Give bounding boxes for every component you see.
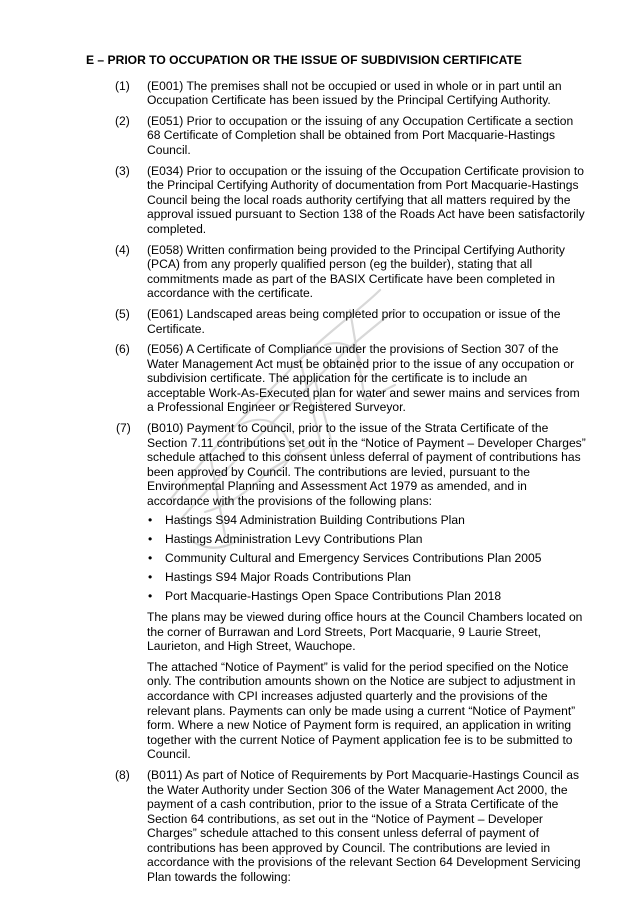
condition-item [86, 342, 586, 415]
condition-text: (E058) Written confirmation being provided to the Principal Certifying Authority (PCA) from any properly qualified person (eg the builder), stating that all commitments made as part of the BASIX Certificate have been completed in accordance with the certificate. [147, 242, 565, 301]
condition-text: (E056) A Certificate of Compliance under the provisions of Section 307 of the Water Management Act must be obtained prior to the issue of any occupation or subdivision certificate. The application for the certificate is to include an acceptable Work-As-Executed plan for water and sewer mains and services from a Professional Engineer or Registered Surveyor. [147, 342, 580, 415]
plan-name: Port Macquarie-Hastings Open Space Contributions Plan 2018 [165, 589, 502, 604]
condition-number: (1) [115, 78, 130, 93]
condition-item [86, 307, 586, 336]
plans-viewing-paragraph: The plans may be viewed during office hours at the Council Chambers located on the corner of Burrawan and Lord Streets, Port Macquarie, 9 Laurie Street, Laurieton, and High Street, Wauchope. [147, 609, 583, 654]
bullet-icon: • [148, 512, 153, 527]
plan-name: Community Cultural and Emergency Services Contributions Plan 2005 [165, 551, 542, 565]
conditions-list [86, 79, 586, 885]
condition-text: (B011) As part of Notice of Requirements by Port Macquarie-Hastings Council as the Water Authority under Section 306 of the Water Management Act 2000, the payment of a cash contribution, prior to the issue of a Strata Certificate of the Section 64 contributions, as set out in the “Notice of Payment – Developer Charges” schedule attached to this consent unless deferral of payment of contributions has been approved by Council. The contributions are levied in accordance with the provisions of the relevant Section 64 Development Servicing Plan towards the following: [147, 767, 581, 885]
list-item [147, 513, 586, 528]
plan-name: Hastings Administration Levy Contributions Plan [165, 531, 423, 546]
condition-text: (B010) Payment to Council, prior to the issue of the Strata Certificate of the Section 7.11 contributions set out in the “Notice of Payment – Developer Charges” schedule attached to this consent unless deferral of payment of contributions has been approved by Council. The contributions are levied, pursuant to the Environmental Planning and Assessment Act 1979 as amended, and in accordance with the provisions of the following plans: [147, 421, 586, 509]
section-heading: E – PRIOR TO OCCUPATION OR THE ISSUE OF SUBDIVISION CERTIFICATE [86, 53, 522, 67]
condition-text: (E034) Prior to occupation or the issuing of the Occupation Certificate provision to the Principal Certifying Authority of documentation from Port Macquarie-Hastings Council being the local roads authority certifying that all matters required by the approval issued pursuant to Section 138 of the Roads Act have been satisfactorily completed. [147, 163, 585, 236]
condition-number: (6) [115, 342, 130, 357]
condition-text: (E051) Prior to occupation or the issuing of any Occupation Certificate a section 68 Certificate of Completion shall be obtained from Port Macquarie-Hastings Council. [147, 113, 574, 157]
condition-text: (E001) The premises shall not be occupied or used in whole or in part until an Occupation Certificate has been issued by the Principal Certifying Authority. [147, 78, 562, 108]
condition-item [86, 114, 586, 158]
list-item [147, 589, 586, 604]
condition-item [86, 164, 586, 237]
list-item [147, 570, 586, 585]
list-item [147, 551, 586, 566]
bullet-icon: • [148, 531, 153, 546]
condition-item-contributions [86, 421, 586, 762]
condition-number: (8) [115, 767, 130, 782]
notice-of-payment-paragraph: The attached “Notice of Payment” is valid for the period specified on the Notice only. The contribution amounts shown on the Notice are subject to adjustment in accordance with CPI increases adjusted quarterly and the provisions of the relevant plans. Payments can only be made using a current “Notice of Payment” form. Where a new Notice of Payment form is required, an application in writing together with the current Notice of Payment application fee is to be submitted to Council. [147, 659, 576, 762]
condition-item [86, 79, 586, 108]
plan-name: Hastings S94 Administration Building Contributions Plan [165, 512, 465, 527]
bullet-icon: • [148, 570, 153, 585]
bullet-icon: • [148, 589, 153, 604]
list-item [147, 532, 586, 547]
condition-number: (3) [115, 163, 130, 178]
condition-number: (5) [115, 306, 130, 321]
condition-number: (4) [115, 242, 130, 257]
condition-number: (2) [115, 113, 130, 128]
condition-text: (E061) Landscaped areas being completed prior to occupation or issue of the Certificate. [147, 306, 561, 336]
contribution-plans-list [147, 513, 586, 604]
plan-name: Hastings S94 Major Roads Contributions Plan [165, 570, 412, 585]
bullet-icon: • [148, 551, 153, 565]
document-page [86, 53, 586, 891]
condition-item-water-contributions [86, 768, 586, 885]
condition-item [86, 243, 586, 301]
condition-number: (7) [116, 421, 131, 436]
